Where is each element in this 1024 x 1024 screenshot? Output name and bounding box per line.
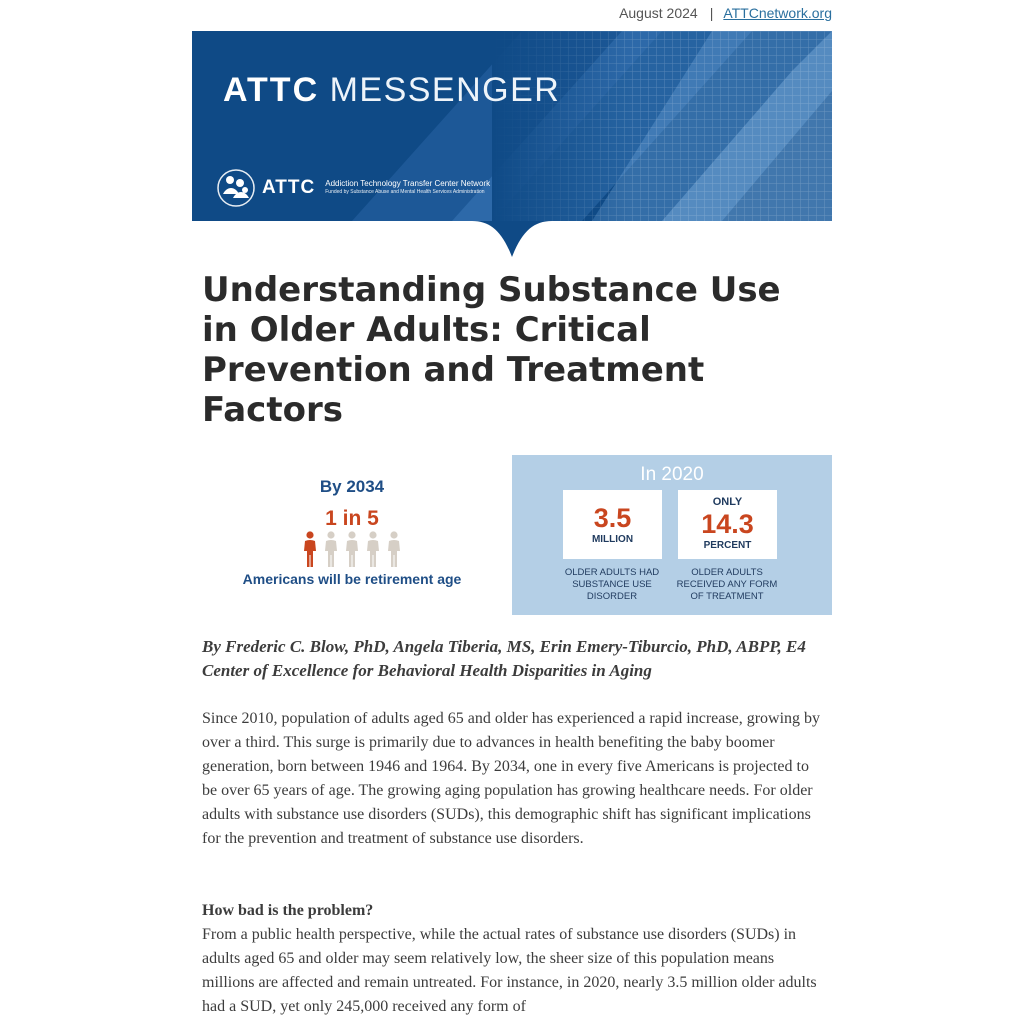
infographic-left-year: By 2034 (319, 477, 385, 496)
stat-card-million (563, 490, 662, 559)
infographic-2020 (512, 455, 832, 615)
infographic-left-ratio: 1 in 5 (325, 507, 379, 530)
article-title: Understanding Substance Use in Older Adults: Critical Prevention and Treatment Factors (202, 270, 781, 430)
article-paragraph-1: Since 2010, population of adults aged 65 and older has experienced a rapid increase, growing by over a third. This surge is primarily due to advances in health benefiting the baby boomer generation, born between 1946 and 1964. By 2034, one in every five Americans is projected to be over 65 years of age. The growing aging population has growing healthcare needs. For older adults with substance use disorders (SUDs), this demographic shift has significant implications for the prevention and treatment of substance use disorders. (202, 710, 821, 847)
stat-card-percent-desc: OLDER ADULTS RECEIVED ANY FORM OF TREATMENT (676, 567, 778, 602)
masthead-banner (192, 31, 832, 221)
person-icon (388, 531, 400, 567)
banner-notch (472, 221, 552, 261)
header-meta (619, 5, 832, 21)
attc-logo (217, 168, 490, 208)
attc-logo-icon (217, 168, 255, 208)
masthead-title-light: MESSENGER (329, 71, 561, 109)
article-subheading: How bad is the problem? (202, 902, 374, 919)
attc-logo-line2: Funded by Substance Abuse and Mental Health Services Administration (325, 189, 485, 195)
infographic-retirement (202, 455, 502, 615)
person-icon (346, 531, 358, 567)
attc-logo-line1: Addiction Technology Transfer Center Network (325, 179, 491, 188)
header-separator: | (709, 5, 714, 21)
masthead-title-bold: ATTC (223, 71, 320, 109)
stat-card-percent-unit: PERCENT (703, 540, 752, 551)
attc-logo-acronym: ATTC (262, 177, 316, 198)
people-icons (300, 531, 406, 569)
stat-card-million-unit: MILLION (591, 534, 634, 545)
stat-card-percent-prefix: ONLY (712, 496, 743, 508)
stat-card-million-desc: OLDER ADULTS HAD SUBSTANCE USE DISORDER (564, 567, 660, 602)
attc-logo-text (325, 179, 490, 197)
person-icon (304, 531, 316, 567)
stat-card-percent-value: 14.3 (701, 509, 754, 539)
stat-card-percent (678, 490, 777, 559)
person-icon (367, 531, 379, 567)
issue-date: August 2024 (619, 5, 698, 21)
masthead-title (223, 71, 560, 110)
person-icon (325, 531, 337, 567)
article-paragraph-2: From a public health perspective, while the actual rates of substance use disorders (SUDs) in adults aged 65 and older may seem relatively low, the sheer size of this population means millions are affected and remain untreated. For instance, in 2020, nearly 3.5 million older adults had a SUD, yet only 245,000 received any form of (202, 926, 817, 1015)
infographic-right-year: In 2020 (640, 464, 704, 485)
infographic-left-caption: Americans will be retirement age (242, 571, 462, 587)
stat-card-million-value: 3.5 (593, 503, 632, 533)
article-byline: By Frederic C. Blow, PhD, Angela Tiberia, MS, Erin Emery-Tiburcio, PhD, ABPP, E4 Center of Excellence for Behavioral Health Disparities in Aging (202, 637, 806, 680)
attc-network-link[interactable]: ATTCnetwork.org (723, 5, 832, 21)
